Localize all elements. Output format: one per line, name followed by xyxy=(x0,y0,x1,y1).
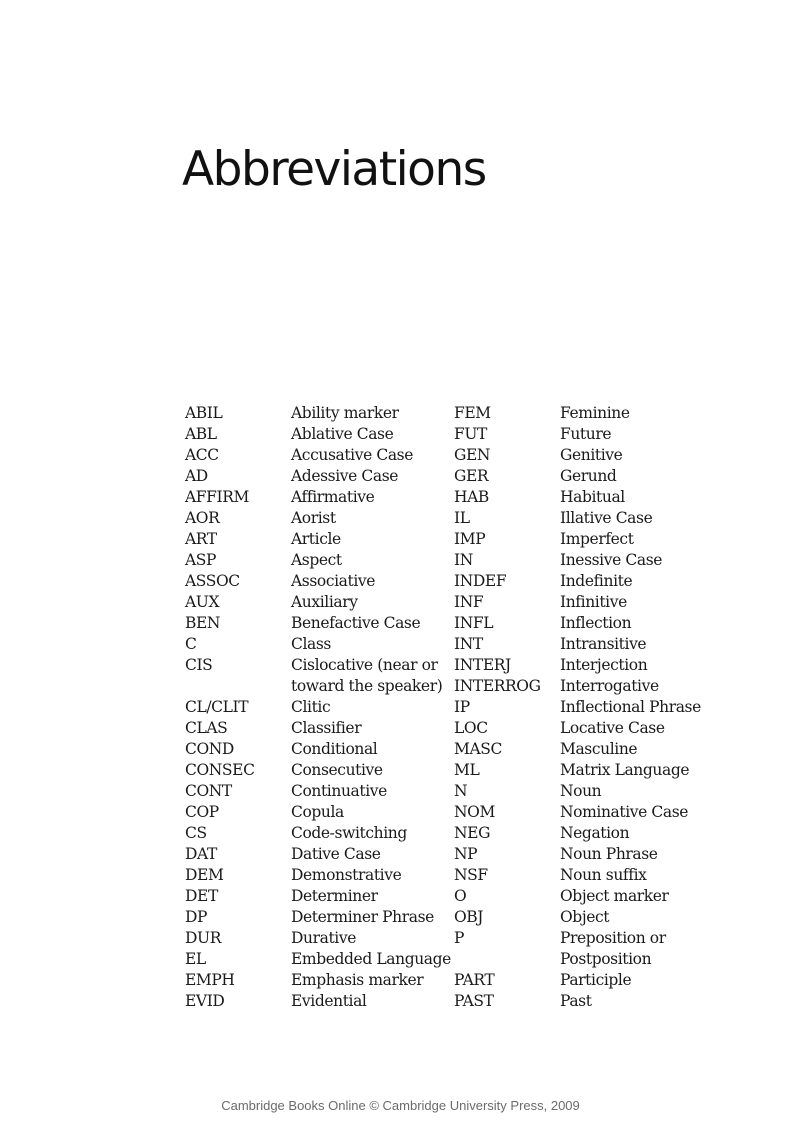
abbreviation: ACC xyxy=(185,446,219,464)
abbreviation: NSF xyxy=(454,866,488,884)
list-item xyxy=(185,760,725,781)
abbreviation: CS xyxy=(185,824,207,842)
abbreviation: ASP xyxy=(185,551,217,569)
list-item xyxy=(185,970,725,991)
list-item xyxy=(185,613,725,634)
definition: Code-switching xyxy=(291,824,407,842)
definition: Associative xyxy=(291,572,376,590)
abbreviation: MASC xyxy=(454,740,502,758)
list-item xyxy=(185,676,725,697)
abbreviation: GER xyxy=(454,467,489,485)
list-item xyxy=(185,550,725,571)
list-item xyxy=(185,739,725,760)
definition: Imperfect xyxy=(560,530,634,548)
abbreviation: COND xyxy=(185,740,234,758)
definition: Dative Case xyxy=(291,845,381,863)
list-item xyxy=(185,844,725,865)
definition: Inflection xyxy=(560,614,632,632)
copyright-footer: Cambridge Books Online © Cambridge University Press, 2009 xyxy=(221,1098,580,1113)
abbreviation: EVID xyxy=(185,992,225,1010)
definition: Inessive Case xyxy=(560,551,663,569)
definition: Classifier xyxy=(291,719,362,737)
list-item xyxy=(185,823,725,844)
definition: Noun Phrase xyxy=(560,845,658,863)
definition: Copula xyxy=(291,803,344,821)
abbreviation: O xyxy=(454,887,467,905)
list-item xyxy=(185,907,725,928)
abbreviation: OBJ xyxy=(454,908,484,926)
abbreviation: BEN xyxy=(185,614,221,632)
definition: Affirmative xyxy=(291,488,375,506)
list-item xyxy=(185,445,725,466)
definition: Emphasis marker xyxy=(291,971,424,989)
list-item xyxy=(185,466,725,487)
abbreviation: NEG xyxy=(454,824,491,842)
definition: Masculine xyxy=(560,740,638,758)
list-item xyxy=(185,886,725,907)
abbreviation: INF xyxy=(454,593,484,611)
definition: Auxiliary xyxy=(291,593,358,611)
definition: Future xyxy=(560,425,612,443)
abbreviation: DP xyxy=(185,908,208,926)
list-item xyxy=(185,655,725,676)
definition: Matrix Language xyxy=(560,761,690,779)
abbreviation: IN xyxy=(454,551,473,569)
definition: Participle xyxy=(560,971,632,989)
list-item xyxy=(185,529,725,550)
abbreviation: AOR xyxy=(185,509,220,527)
abbreviation-list xyxy=(185,403,725,1012)
definition: Interjection xyxy=(560,656,648,674)
abbreviation: ABL xyxy=(185,425,217,443)
abbreviation: AFFIRM xyxy=(185,488,249,506)
abbreviation: CIS xyxy=(185,656,213,674)
definition: Indefinite xyxy=(560,572,633,590)
definition: Interrogative xyxy=(560,677,659,695)
abbreviation: ART xyxy=(185,530,217,548)
abbreviation: INTERJ xyxy=(454,656,511,674)
definition: Aorist xyxy=(291,509,336,527)
definition: Ability marker xyxy=(291,404,399,422)
abbreviation: N xyxy=(454,782,468,800)
abbreviation: GEN xyxy=(454,446,491,464)
abbreviation: CONSEC xyxy=(185,761,255,779)
abbreviation: ABIL xyxy=(185,404,223,422)
abbreviation: PAST xyxy=(454,992,494,1010)
definition: Infinitive xyxy=(560,593,627,611)
list-item xyxy=(185,718,725,739)
definition: Conditional xyxy=(291,740,378,758)
abbreviation: NP xyxy=(454,845,478,863)
definition: Inflectional Phrase xyxy=(560,698,701,716)
list-item xyxy=(185,865,725,886)
definition: Adessive Case xyxy=(291,467,399,485)
abbreviation: INFL xyxy=(454,614,494,632)
definition: Evidential xyxy=(291,992,367,1010)
list-item xyxy=(185,508,725,529)
abbreviation: PART xyxy=(454,971,495,989)
definition: Object marker xyxy=(560,887,669,905)
definition: Aspect xyxy=(291,551,342,569)
list-item xyxy=(185,928,725,949)
abbreviation: LOC xyxy=(454,719,488,737)
list-item xyxy=(185,949,725,970)
definition: Noun xyxy=(560,782,602,800)
definition: Class xyxy=(291,635,331,653)
definition: Postposition xyxy=(560,950,652,968)
definition: Habitual xyxy=(560,488,625,506)
list-item xyxy=(185,592,725,613)
abbreviation: C xyxy=(185,635,197,653)
list-item xyxy=(185,991,725,1012)
definition: Embedded Language xyxy=(291,950,451,968)
definition: Object xyxy=(560,908,610,926)
abbreviation: CONT xyxy=(185,782,232,800)
list-item xyxy=(185,697,725,718)
abbreviation: CL/CLIT xyxy=(185,698,249,716)
abbreviation: DAT xyxy=(185,845,217,863)
abbreviation: HAB xyxy=(454,488,489,506)
abbreviation: IP xyxy=(454,698,470,716)
abbreviation: FUT xyxy=(454,425,487,443)
list-item xyxy=(185,781,725,802)
definition: Gerund xyxy=(560,467,617,485)
definition: Illative Case xyxy=(560,509,653,527)
definition: Determiner Phrase xyxy=(291,908,434,926)
abbreviation: ML xyxy=(454,761,480,779)
definition: Feminine xyxy=(560,404,630,422)
list-item xyxy=(185,802,725,823)
definition: Accusative Case xyxy=(291,446,414,464)
definition: Continuative xyxy=(291,782,387,800)
list-item xyxy=(185,424,725,445)
list-item xyxy=(185,403,725,424)
abbreviation: IL xyxy=(454,509,470,527)
definition: Intransitive xyxy=(560,635,647,653)
definition: Nominative Case xyxy=(560,803,689,821)
abbreviation: DEM xyxy=(185,866,224,884)
list-item xyxy=(185,571,725,592)
definition: Consecutive xyxy=(291,761,383,779)
abbreviation: IMP xyxy=(454,530,486,548)
definition: Benefactive Case xyxy=(291,614,421,632)
abbreviation: NOM xyxy=(454,803,495,821)
abbreviation: EMPH xyxy=(185,971,235,989)
definition: Noun suffix xyxy=(560,866,647,884)
definition: toward the speaker) xyxy=(291,677,443,695)
abbreviation: ASSOC xyxy=(185,572,240,590)
definition: Ablative Case xyxy=(291,425,394,443)
abbreviation: CLAS xyxy=(185,719,228,737)
abbreviation: AD xyxy=(185,467,208,485)
definition: Article xyxy=(291,530,341,548)
definition: Preposition or xyxy=(560,929,666,947)
definition: Clitic xyxy=(291,698,331,716)
abbreviation: INDEF xyxy=(454,572,507,590)
abbreviation: AUX xyxy=(185,593,220,611)
abbreviation: P xyxy=(454,929,465,947)
definition: Locative Case xyxy=(560,719,665,737)
abbreviation: DET xyxy=(185,887,218,905)
definition: Cislocative (near or xyxy=(291,656,438,674)
abbreviation: COP xyxy=(185,803,219,821)
definition: Determiner xyxy=(291,887,378,905)
abbreviation: INTERROG xyxy=(454,677,541,695)
page-title: Abbreviations xyxy=(182,142,486,197)
definition: Negation xyxy=(560,824,630,842)
abbreviation: EL xyxy=(185,950,206,968)
abbreviation: DUR xyxy=(185,929,221,947)
definition: Durative xyxy=(291,929,356,947)
list-item xyxy=(185,634,725,655)
definition: Demonstrative xyxy=(291,866,402,884)
definition: Past xyxy=(560,992,592,1010)
list-item xyxy=(185,487,725,508)
abbreviation: INT xyxy=(454,635,483,653)
definition: Genitive xyxy=(560,446,623,464)
abbreviation: FEM xyxy=(454,404,491,422)
